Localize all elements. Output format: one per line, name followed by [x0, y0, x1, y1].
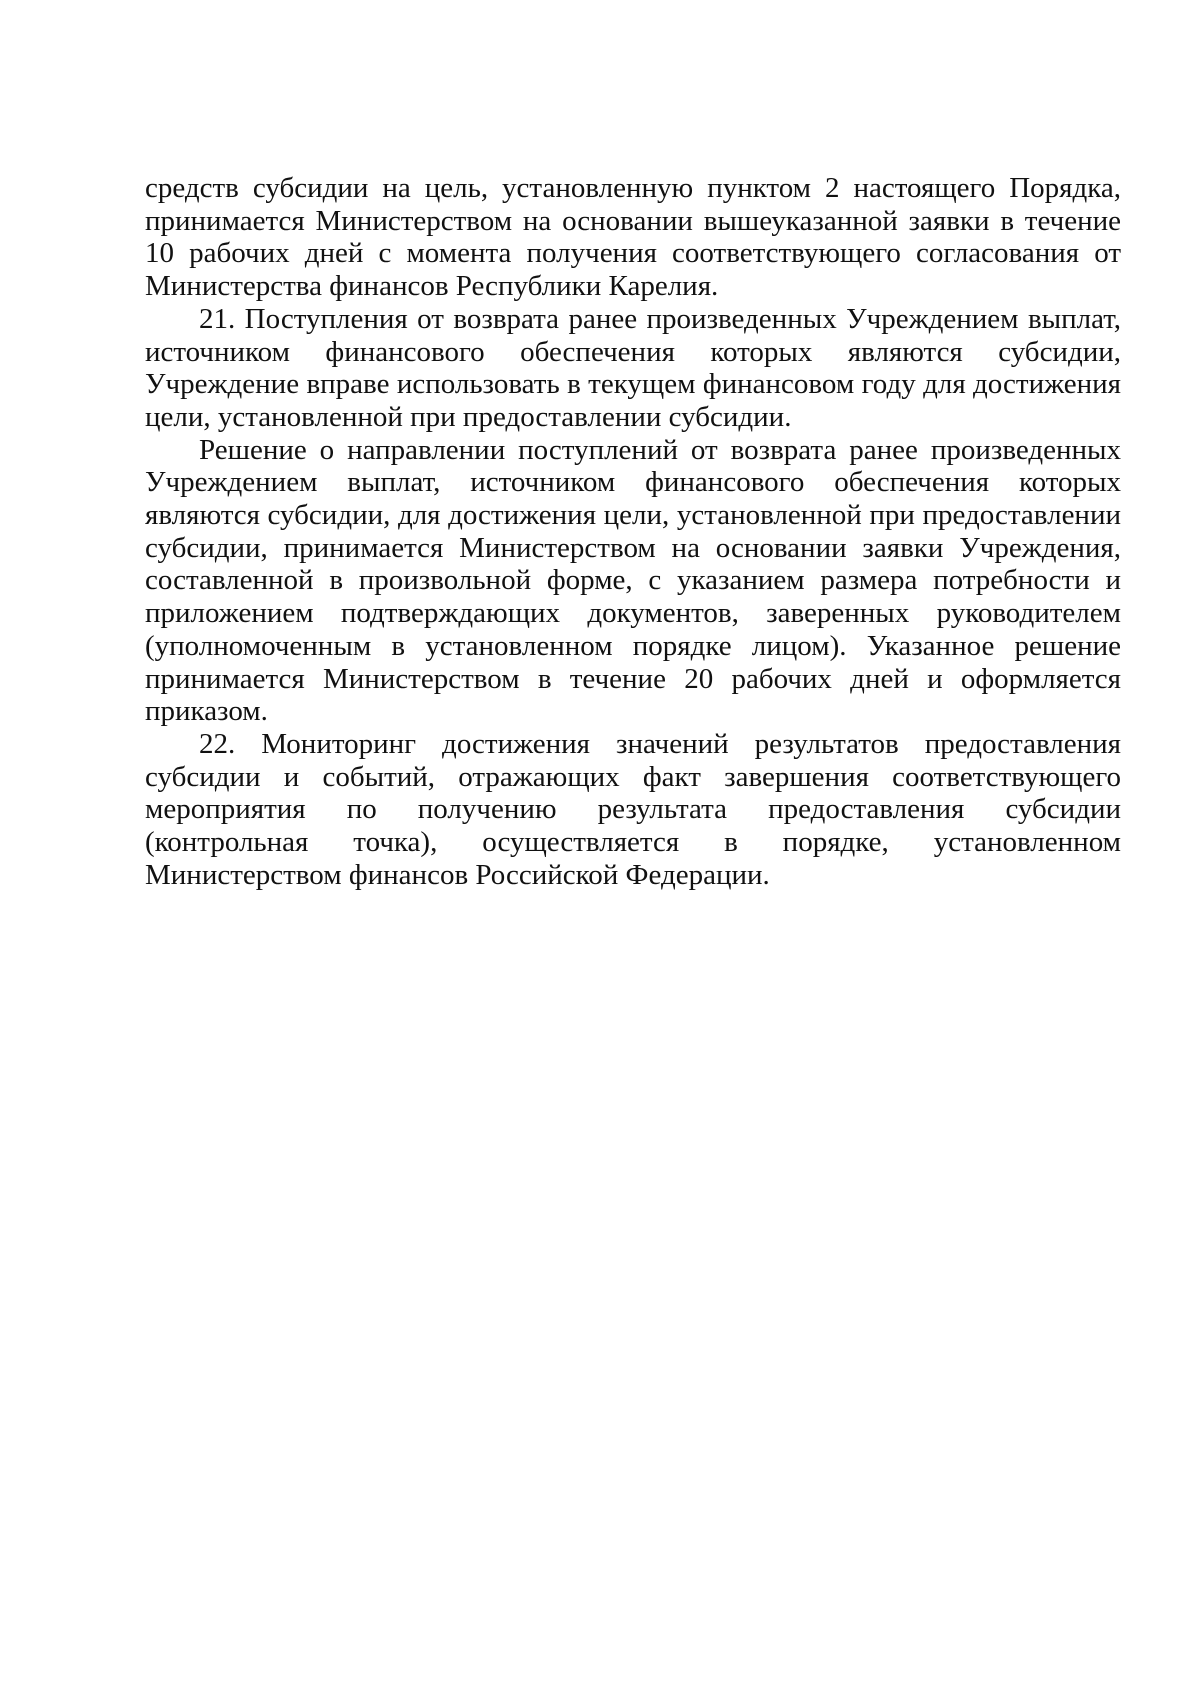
paragraph-decision: Решение о направлении поступлений от возврата ранее произведенных Учреждением выплат, источником финансового обеспечения которых являются субсидии, для достижения цели, установленной при предоставлении субсидии, принимается Министерством на основании заявки Учреждения, составленной в произвольной форме, с указанием размера потребности и приложением подтверждающих документов, заверенных руководителем (уполномоченным в установленном порядке лицом). Указанное решение принимается Министерством в течение 20 рабочих дней и оформляется приказом.	[145, 433, 1121, 728]
paragraph-item-22: 22. Мониторинг достижения значений результатов предоставления субсидии и событий, отражающих факт завершения соответствующего мероприятия по получению результата предоставления субсидии (контрольная точка), осуществляется в порядке, установленном Министерством финансов Российской Федерации.	[145, 727, 1121, 891]
paragraph-item-21: 21. Поступления от возврата ранее произведенных Учреждением выплат, источником финансового обеспечения которых являются субсидии, Учреждение вправе использовать в текущем финансовом году для достижения цели, установленной при предоставлении субсидии.	[145, 302, 1121, 433]
paragraph-continuation: средств субсидии на цель, установленную пунктом 2 настоящего Порядка, принимается Министерством на основании вышеуказанной заявки в течение 10 рабочих дней с момента получения соответствующего согласования от Министерства финансов Республики Карелия.	[145, 172, 1121, 303]
document-body	[145, 172, 1121, 891]
